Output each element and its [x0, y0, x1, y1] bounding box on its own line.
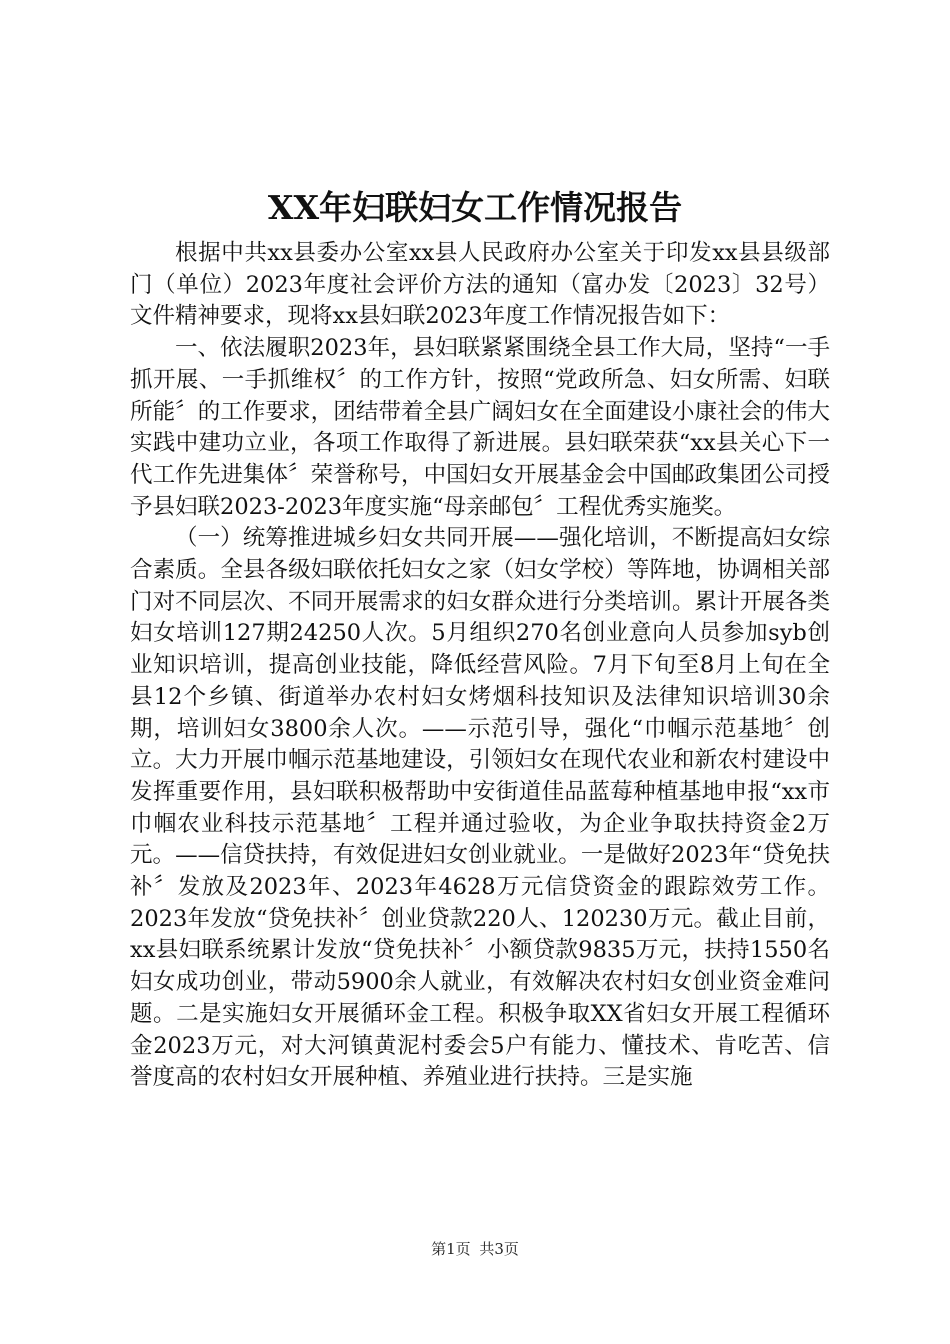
- paragraph-section-one: 一、依法履职2023年，县妇联紧紧围绕全县工作大局，坚持“一手抓开展、一手抓维权〞的工作方针，按照“党政所急、妇女所需、妇联所能〞的工作要求，团结带着全县广阔妇女在全面建设小康社会的伟大实践中建功立业，各项工作取得了新进展。县妇联荣获“xx县关心下一代工作先进集体〞荣誉称号，中国妇女开展基金会中国邮政集团公司授予县妇联2023-2023年度实施“母亲邮包〞工程优秀实施奖。: [130, 335, 830, 520]
- page-footer: [0, 1238, 950, 1260]
- paragraph-subsection-one: （一）统筹推进城乡妇女共同开展——强化培训，不断提高妇女综合素质。全县各级妇联依托妇女之家（妇女学校）等阵地，协调相关部门对不同层次、不同开展需求的妇女群众进行分类培训。累计开展各类妇女培训127期24250人次。5月组织270名创业意向人员参加syb创业知识培训，提高创业技能，降低经营风险。7月下旬至8月上旬在全县12个乡镇、街道举办农村妇女烤烟科技知识及法律知识培训30余期，培训妇女3800余人次。——示范引导，强化“巾帼示范基地〞创立。大力开展巾帼示范基地建设，引领妇女在现代农业和新农村建设中发挥重要作用，县妇联积极帮助中安街道佳品蓝莓种植基地申报“xx市巾帼农业科技示范基地〞工程并通过验收，为企业争取扶持资金2万元。——信贷扶持，有效促进妇女创业就业。一是做好2023年“贷免扶补〞发放及2023年、2023年4628万元信贷资金的跟踪效劳工作。2023年发放“贷免扶补〞创业贷款220人、120230万元。截止目前，xx县妇联系统累计发放“贷免扶补〞小额贷款9835万元，扶持1550名妇女成功创业，带动5900余人就业，有效解决农村妇女创业资金难问题。二是实施妇女开展循环金工程。积极争取XX省妇女开展工程循环金2023万元，对大河镇黄泥村委会5户有能力、懂技术、肯吃苦、信誉度高的农村妇女开展种植、养殖业进行扶持。三是实施: [130, 525, 830, 1091]
- document-body: [130, 238, 830, 1094]
- paragraph-intro: 根据中共xx县委办公室xx县人民政府办公室关于印发xx县县级部门（单位）2023年度社会评价方法的通知（富办发〔2023〕32号）文件精神要求，现将xx县妇联2023年度工作情况报告如下：: [130, 240, 830, 330]
- page-total: 共3页: [479, 1240, 519, 1258]
- document-title: XX年妇联妇女工作情况报告: [267, 188, 683, 227]
- page-number: 第1页: [431, 1240, 471, 1258]
